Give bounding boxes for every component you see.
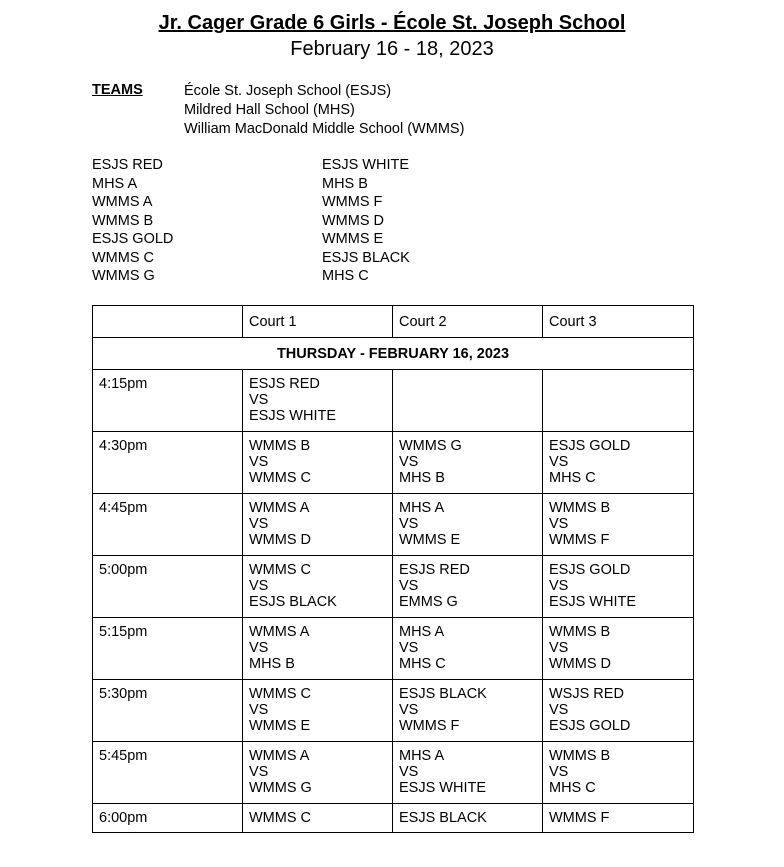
- team-name: MHS B: [399, 470, 445, 486]
- time-cell: 6:00pm: [93, 804, 243, 833]
- versus-label: VS: [399, 578, 419, 594]
- game-cell-court-2: [393, 804, 543, 833]
- team-name: WSJS RED: [549, 686, 624, 702]
- team-item: MHS A: [92, 175, 138, 192]
- team-name: ESJS RED: [399, 562, 470, 578]
- versus-label: VS: [549, 640, 569, 656]
- versus-label: VS: [549, 516, 569, 532]
- team-name: ESJS BLACK: [399, 686, 487, 702]
- team-item: ESJS RED: [92, 157, 163, 173]
- team-name: WMMS E: [399, 532, 461, 548]
- time-cell: 5:30pm: [93, 680, 243, 742]
- game-cell-court-3: [543, 370, 694, 432]
- time-slot-row: [93, 494, 694, 556]
- team-name: ESJS RED: [249, 376, 320, 392]
- versus-label: VS: [249, 392, 269, 408]
- game-cell-court-2: [393, 680, 543, 742]
- versus-label: VS: [399, 640, 419, 656]
- team-item: WMMS B: [92, 212, 154, 229]
- time-cell: 4:45pm: [93, 494, 243, 556]
- team-item: WMMS G: [92, 268, 155, 284]
- game-cell-court-1: [243, 804, 393, 833]
- versus-label: VS: [399, 764, 419, 780]
- header-cell-blank: [93, 306, 243, 338]
- team-name: MHS C: [549, 470, 596, 486]
- team-name: WMMS C: [249, 810, 312, 826]
- team-item: ESJS BLACK: [322, 249, 410, 266]
- game-cell-court-1: [243, 742, 393, 804]
- division-right-list: [322, 156, 410, 286]
- time-slot-row: [93, 618, 694, 680]
- team-item: ESJS GOLD: [92, 231, 174, 247]
- versus-label: VS: [249, 702, 269, 718]
- versus-label: VS: [249, 578, 269, 594]
- team-name: WMMS G: [249, 780, 312, 796]
- team-name: WMMS A: [249, 624, 310, 640]
- team-item: WMMS A: [92, 194, 153, 210]
- team-name: WMMS F: [549, 532, 610, 548]
- header-cell-court-3: Court 3: [543, 306, 694, 338]
- document-title-text: Jr. Cager Grade 6 Girls - École St. Joseph School: [158, 12, 626, 34]
- team-name: ESJS GOLD: [549, 438, 631, 454]
- team-name: ESJS WHITE: [249, 408, 337, 424]
- game-cell-court-2: [393, 370, 543, 432]
- versus-label: VS: [399, 702, 419, 718]
- game-cell-court-3: [543, 556, 694, 618]
- game-cell-court-3: [543, 618, 694, 680]
- team-name: WMMS B: [549, 500, 611, 516]
- school-list: [184, 82, 464, 139]
- team-name: MHS A: [399, 500, 445, 516]
- court-header-row: [93, 306, 694, 338]
- versus-label: VS: [249, 640, 269, 656]
- game-cell-court-1: [243, 618, 393, 680]
- teams-label: TEAMS: [92, 82, 143, 98]
- game-cell-court-3: [543, 742, 694, 804]
- time-slot-row: [93, 804, 694, 833]
- versus-label: VS: [549, 764, 569, 780]
- team-item: WMMS C: [92, 249, 155, 266]
- versus-label: VS: [249, 516, 269, 532]
- game-cell-court-2: [393, 618, 543, 680]
- team-item: MHS C: [322, 268, 369, 284]
- time-slot-row: [93, 680, 694, 742]
- team-name: MHS C: [399, 656, 446, 672]
- team-name: WMMS C: [249, 562, 312, 578]
- team-name: WMMS G: [399, 438, 462, 454]
- game-cell-court-1: [243, 556, 393, 618]
- versus-label: VS: [249, 454, 269, 470]
- document-title: [0, 12, 784, 35]
- team-name: WMMS F: [399, 718, 460, 734]
- team-name: MHS A: [399, 748, 445, 764]
- game-cell-court-1: [243, 370, 393, 432]
- team-name: WMMS B: [549, 624, 611, 640]
- time-cell: 5:00pm: [93, 556, 243, 618]
- game-cell-court-3: [543, 432, 694, 494]
- game-cell-court-1: [243, 494, 393, 556]
- game-cell-court-3: [543, 680, 694, 742]
- day-row: [93, 338, 694, 370]
- team-name: WMMS A: [249, 748, 310, 764]
- time-slot-row: [93, 742, 694, 804]
- game-cell-court-2: [393, 494, 543, 556]
- school-item: École St. Joseph School (ESJS): [184, 83, 392, 99]
- game-cell-court-2: [393, 556, 543, 618]
- team-item: WMMS D: [322, 212, 385, 229]
- team-item: MHS B: [322, 175, 368, 192]
- versus-label: VS: [399, 454, 419, 470]
- team-name: WMMS C: [249, 686, 312, 702]
- team-name: MHS B: [249, 656, 295, 672]
- game-cell-court-1: [243, 432, 393, 494]
- time-slot-row: [93, 556, 694, 618]
- game-cell-court-2: [393, 742, 543, 804]
- game-cell-court-3: [543, 804, 694, 833]
- day-heading: THURSDAY - FEBRUARY 16, 2023: [93, 338, 694, 370]
- game-cell-court-2: [393, 432, 543, 494]
- versus-label: VS: [549, 578, 569, 594]
- team-name: WMMS D: [549, 656, 612, 672]
- team-name: ESJS BLACK: [399, 810, 487, 826]
- team-name: EMMS G: [399, 594, 458, 610]
- school-item: Mildred Hall School (MHS): [184, 102, 355, 118]
- team-item: WMMS E: [322, 231, 384, 247]
- team-name: MHS A: [399, 624, 445, 640]
- time-cell: 4:15pm: [93, 370, 243, 432]
- game-cell-court-1: [243, 680, 393, 742]
- team-name: MHS C: [549, 780, 596, 796]
- versus-label: VS: [249, 764, 269, 780]
- team-name: ESJS GOLD: [549, 718, 631, 734]
- team-name: WMMS B: [249, 438, 311, 454]
- team-name: ESJS GOLD: [549, 562, 631, 578]
- team-name: WMMS B: [549, 748, 611, 764]
- team-name: WMMS C: [249, 470, 312, 486]
- division-left-list: [92, 156, 173, 286]
- versus-label: VS: [549, 454, 569, 470]
- team-name: WMMS A: [249, 500, 310, 516]
- versus-label: VS: [399, 516, 419, 532]
- time-cell: 5:15pm: [93, 618, 243, 680]
- team-name: ESJS BLACK: [249, 594, 337, 610]
- time-slot-row: [93, 432, 694, 494]
- team-name: WMMS E: [249, 718, 311, 734]
- time-cell: 5:45pm: [93, 742, 243, 804]
- header-cell-court-1: Court 1: [243, 306, 393, 338]
- team-name: ESJS WHITE: [399, 780, 487, 796]
- team-item: WMMS F: [322, 194, 383, 210]
- header-cell-court-2: Court 2: [393, 306, 543, 338]
- time-cell: 4:30pm: [93, 432, 243, 494]
- versus-label: VS: [549, 702, 569, 718]
- schedule-table: [92, 305, 694, 833]
- school-item: William MacDonald Middle School (WMMS): [184, 121, 465, 137]
- tournament-dates: February 16 - 18, 2023: [290, 38, 494, 60]
- team-name: ESJS WHITE: [549, 594, 637, 610]
- team-item: ESJS WHITE: [322, 157, 410, 173]
- team-name: WMMS F: [549, 810, 610, 826]
- time-slot-row: [93, 370, 694, 432]
- schedule-body: [93, 306, 694, 833]
- game-cell-court-3: [543, 494, 694, 556]
- team-name: WMMS D: [249, 532, 312, 548]
